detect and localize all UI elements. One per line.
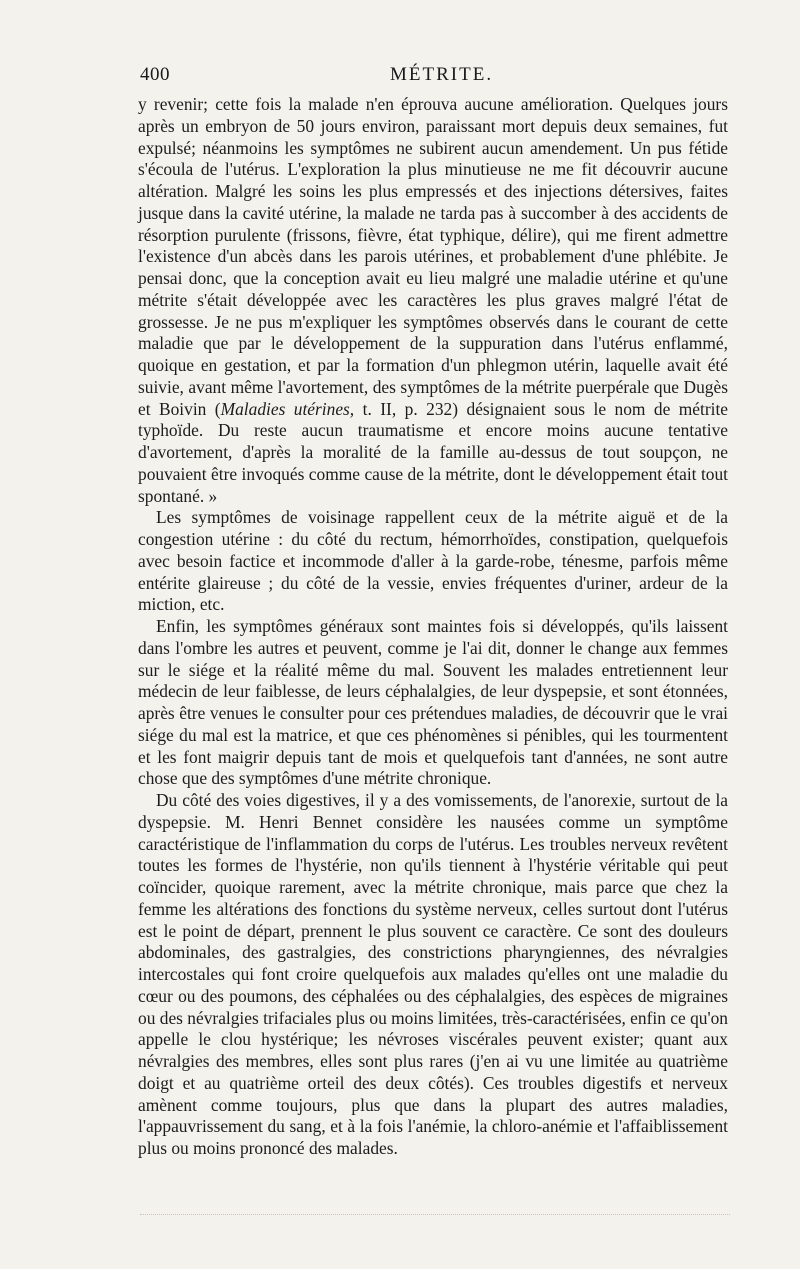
page-number: 400 — [140, 64, 170, 85]
text-run: Les symptômes de voisinage rappellent ceux de la métrite aiguë et de la congestion utérine : du côté du rectum, hémorrhoïdes, constipation, quelquefois avec besoin factice et incommode d'aller à la garde-robe, ténesme, parfois même entérite glaireuse ; du côté de la vessie, envies fréquentes d'uriner, ardeur de la miction, etc. — [138, 507, 728, 615]
bottom-dotted-rule — [140, 1214, 730, 1215]
body-text — [138, 94, 728, 1160]
book-title-italic: Maladies utérines, — [220, 398, 355, 419]
paragraph-voies-digestives — [138, 790, 728, 1160]
text-run: y revenir; cette fois la malade n'en éprouva aucune amélioration. Quelques jours après un embryon de 50 jours environ, paraissant mort depuis deux semaines, fut expulsé; néanmoins les symptômes ne subirent aucun amendement. Un pus fétide s'écoula de l'utérus. L'exploration la plus minutieuse ne me fit découvrir aucune altération. Malgré les soins les plus empressés et des injections détersives, faites jusque dans la cavité utérine, la malade ne tarda pas à succomber à des accidents de résorption purulente (frissons, fièvre, état typhique, délire), qui me firent admettre l'existence d'un abcès dans les parois utérines, et probablement d'une phlébite. Je pensai donc, que la conception avait eu lieu malgré une maladie utérine et qu'une métrite s'était développée avec les caractères les plus graves malgré l'état de grossesse. Je ne pus m'expliquer les symptômes observés dans le courant de cette maladie que par le développement de la suppuration dans l'utérus enflammé, quoique en gestation, et par la formation d'un phlegmon utérin, laquelle avait été suivie, avant même l'avortement, des symptômes de la métrite puerpérale que Dugès et Boivin ( — [138, 94, 728, 419]
text-run: t. II, p. 232) désignaient sous le nom de métrite typhoïde. Du reste aucun traumatisme et encore moins aucune tentative d'avortement, d'après la moralité de la famille au-dessus de tout soupçon, ne pouvaient être invoqués comme cause de la métrite, dont le développement était tout spontané. » — [138, 398, 728, 506]
text-run: Enfin, les symptômes généraux sont maintes fois si développés, qu'ils laissent dans l'ombre les autres et peuvent, comme je l'ai dit, donner le change aux femmes sur le siége et la réalité même du mal. Souvent les malades entretiennent leur médecin de leur faiblesse, de leurs céphalalgies, de leur dyspepsie, et sont étonnées, après être venues le consulter pour ces prétendues maladies, de découvrir que le vrai siége du mal est la matrice, et que ces phénomènes si pénibles, qui les tourmentent et les font maigrir depuis tant de mois et quelquefois tant d'années, ne sont autre chose que des symptômes d'une métrite chronique. — [138, 616, 728, 789]
running-title: MÉTRITE. — [390, 64, 494, 85]
paragraph-continuation — [138, 94, 728, 507]
page-header — [140, 64, 730, 94]
paragraph-symptomes-voisinage — [138, 507, 728, 616]
text-run: Du côté des voies digestives, il y a des vomissements, de l'anorexie, surtout de la dyspepsie. M. Henri Bennet considère les nausées comme un symptôme caractéristique de l'inflammation du corps de l'utérus. Les troubles nerveux revêtent toutes les formes de l'hystérie, non qu'ils tiennent à l'hystérie véritable qui peut coïncider, quoique rarement, avec la métrite chronique, mais parce que chez la femme les altérations des fonctions du système nerveux, celles surtout dont l'utérus est le point de départ, prennent le plus souvent ce caractère. Ce sont des douleurs abdominales, des gastralgies, des constrictions pharyngiennes, des névralgies intercostales qui font croire quelquefois aux malades qu'elles ont une maladie du cœur ou des poumons, des céphalées ou des céphalalgies, des espèces de migraines ou des névralgies trifaciales plus ou moins limitées, très-caractérisées, enfin ce qu'on appelle le clou hystérique; les névroses viscérales peuvent exister; quant aux névralgies des membres, elles sont plus rares (j'en ai vu une limitée au quatrième doigt et au quatrième orteil des deux côtés). Ces troubles digestifs et nerveux amènent comme toujours, plus que dans la plupart des autres maladies, l'appauvrissement du sang, et à la fois l'anémie, la chloro-anémie et l'affaiblissement plus ou moins prononcé des malades. — [138, 790, 728, 1158]
paragraph-symptomes-generaux — [138, 616, 728, 790]
